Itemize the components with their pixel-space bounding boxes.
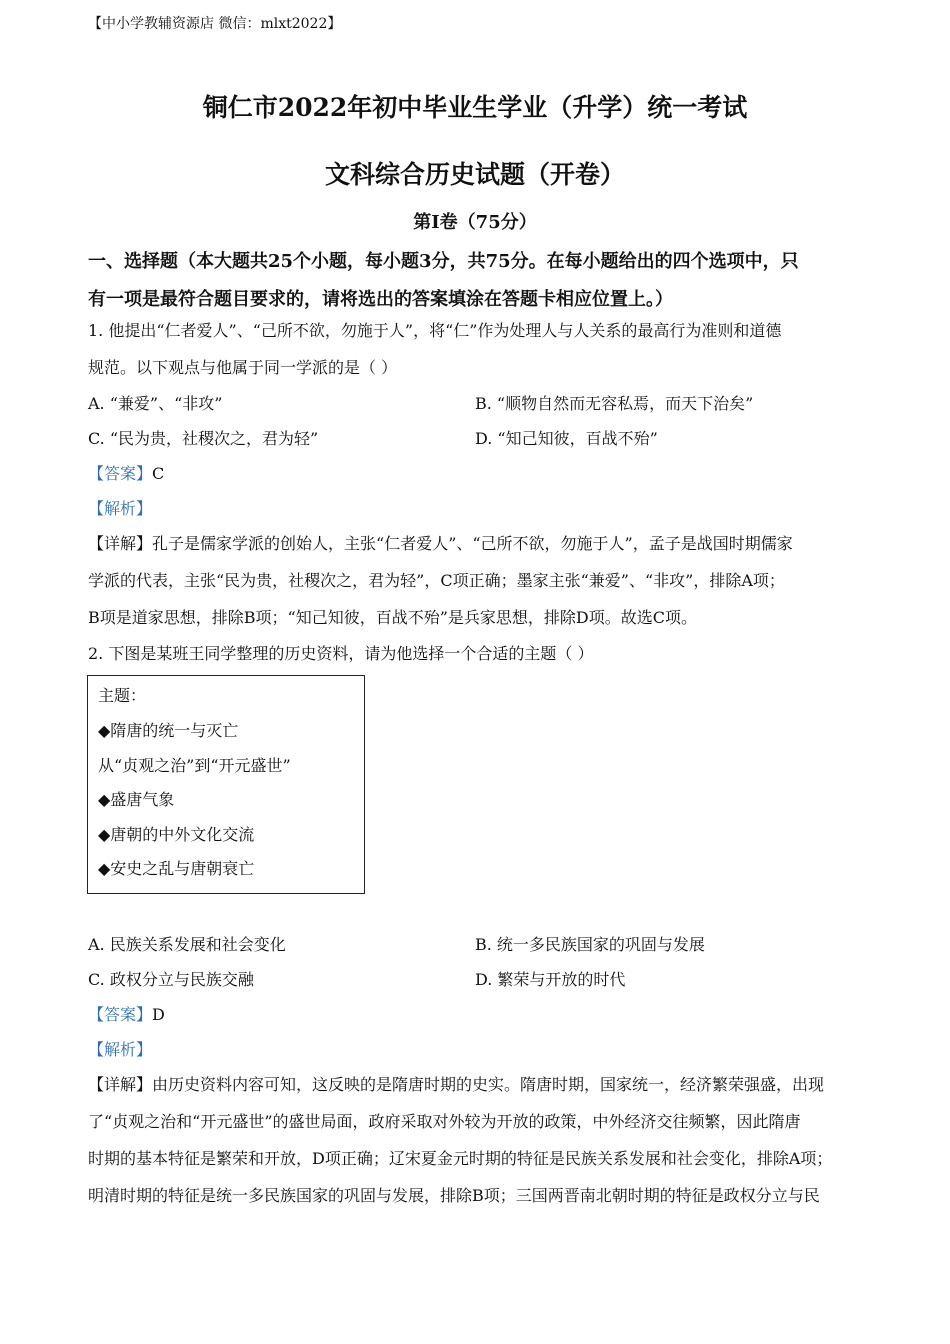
volume-heading [0, 208, 950, 234]
q2-detail-line1 [88, 1075, 824, 1095]
q1-option-a: A. “兼爱”、“非攻” [88, 394, 223, 413]
q1-stem-line2: 规范。以下观点与他属于同一学派的是（ ） [88, 358, 398, 377]
q2-answer-tag: 【答案】 [88, 1005, 153, 1024]
title-text: 铜仁市2022年初中毕业生学业（升学）统一考试 [202, 93, 748, 122]
box-item: 从“贞观之治”到“开元盛世” [98, 756, 291, 775]
q1-answer-tag: 【答案】 [88, 464, 153, 483]
header-note: 【中小学教辅资源店 微信：mlxt2022】 [88, 16, 342, 32]
box-item: ◆隋唐的统一与灭亡 [98, 721, 239, 740]
q2-detail-text1: 由历史资料内容可知，这反映的是隋唐时期的史实。隋唐时期，国家统一，经济繁荣强盛，出现 [152, 1075, 825, 1094]
q1-analysis-tag: 【解析】 [88, 499, 153, 518]
box-item: ◆唐朝的中外文化交流 [98, 825, 255, 844]
section-heading-line1: 一、选择题（本大题共25个小题，每小题3分，共75分。在每小题给出的四个选项中，只 [88, 251, 799, 272]
q1-option-b: B. “顺物自然而无容私焉，而天下治矣” [475, 394, 754, 413]
q1-detail-line2: 学派的代表，主张“民为贵，社稷次之，君为轻”，C项正确；墨家主张“兼爱”、“非攻”，排除A项； [88, 571, 785, 590]
q2-answer [88, 1005, 165, 1025]
q1-stem-line1: 1. 他提出“仁者爱人”、“己所不欲，勿施于人”，将“仁”作为处理人与人关系的最高行为准则和道德 [88, 321, 782, 340]
title-text: 第Ⅰ卷（75分） [413, 212, 537, 233]
section-heading-line2: 有一项是最符合题目要求的，请将选出的答案填涂在答题卡相应位置上。） [88, 289, 673, 310]
q2-stem: 2. 下图是某班王同学整理的历史资料，请为他选择一个合适的主题（ ） [88, 644, 594, 663]
box-theme-label: 主题： [98, 686, 147, 705]
q2-option-d: D. 繁荣与开放的时代 [475, 970, 626, 989]
title-text: 文科综合历史试题（开卷） [324, 160, 625, 189]
q1-answer-value: C [152, 464, 165, 483]
q2-analysis-tag: 【解析】 [88, 1040, 153, 1059]
q2-option-c: C. 政权分立与民族交融 [88, 970, 254, 989]
q2-detail-line3: 时期的基本特征是繁荣和开放，D项正确；辽宋夏金元时期的特征是民族关系发展和社会变化，排除A项； [88, 1149, 833, 1168]
q1-detail-text1: 孔子是儒家学派的创始人，主张“仁者爱人”、“己所不欲，勿施于人”，孟子是战国时期儒家 [152, 534, 793, 553]
q2-option-b: B. 统一多民族国家的巩固与发展 [475, 935, 705, 954]
q1-option-c: C. “民为贵，社稷次之，君为轻” [88, 429, 319, 448]
q1-detail-tag: 【详解】 [88, 534, 153, 553]
q1-detail-line1 [88, 534, 793, 554]
q2-detail-line4: 明清时期的特征是统一多民族国家的巩固与发展，排除B项；三国两晋南北朝时期的特征是政权分立与民 [88, 1186, 820, 1205]
q2-detail-tag: 【详解】 [88, 1075, 153, 1094]
box-item: ◆安史之乱与唐朝衰亡 [98, 859, 255, 878]
q2-answer-value: D [152, 1005, 165, 1024]
exam-subtitle [0, 155, 950, 191]
q2-detail-line2: 了“贞观之治和“开元盛世”的盛世局面，政府采取对外较为开放的政策，中外经济交往频繁，因此隋唐 [88, 1112, 801, 1131]
q2-option-a: A. 民族关系发展和社会变化 [88, 935, 286, 954]
q2-material-box [87, 675, 365, 894]
q1-answer [88, 464, 164, 484]
q1-option-d: D. “知己知彼，百战不殆” [475, 429, 658, 448]
exam-title [0, 88, 950, 124]
box-item: ◆盛唐气象 [98, 790, 175, 809]
q1-detail-line3: B项是道家思想，排除B项；“知己知彼，百战不殆”是兵家思想，排除D项。故选C项。 [88, 608, 697, 627]
